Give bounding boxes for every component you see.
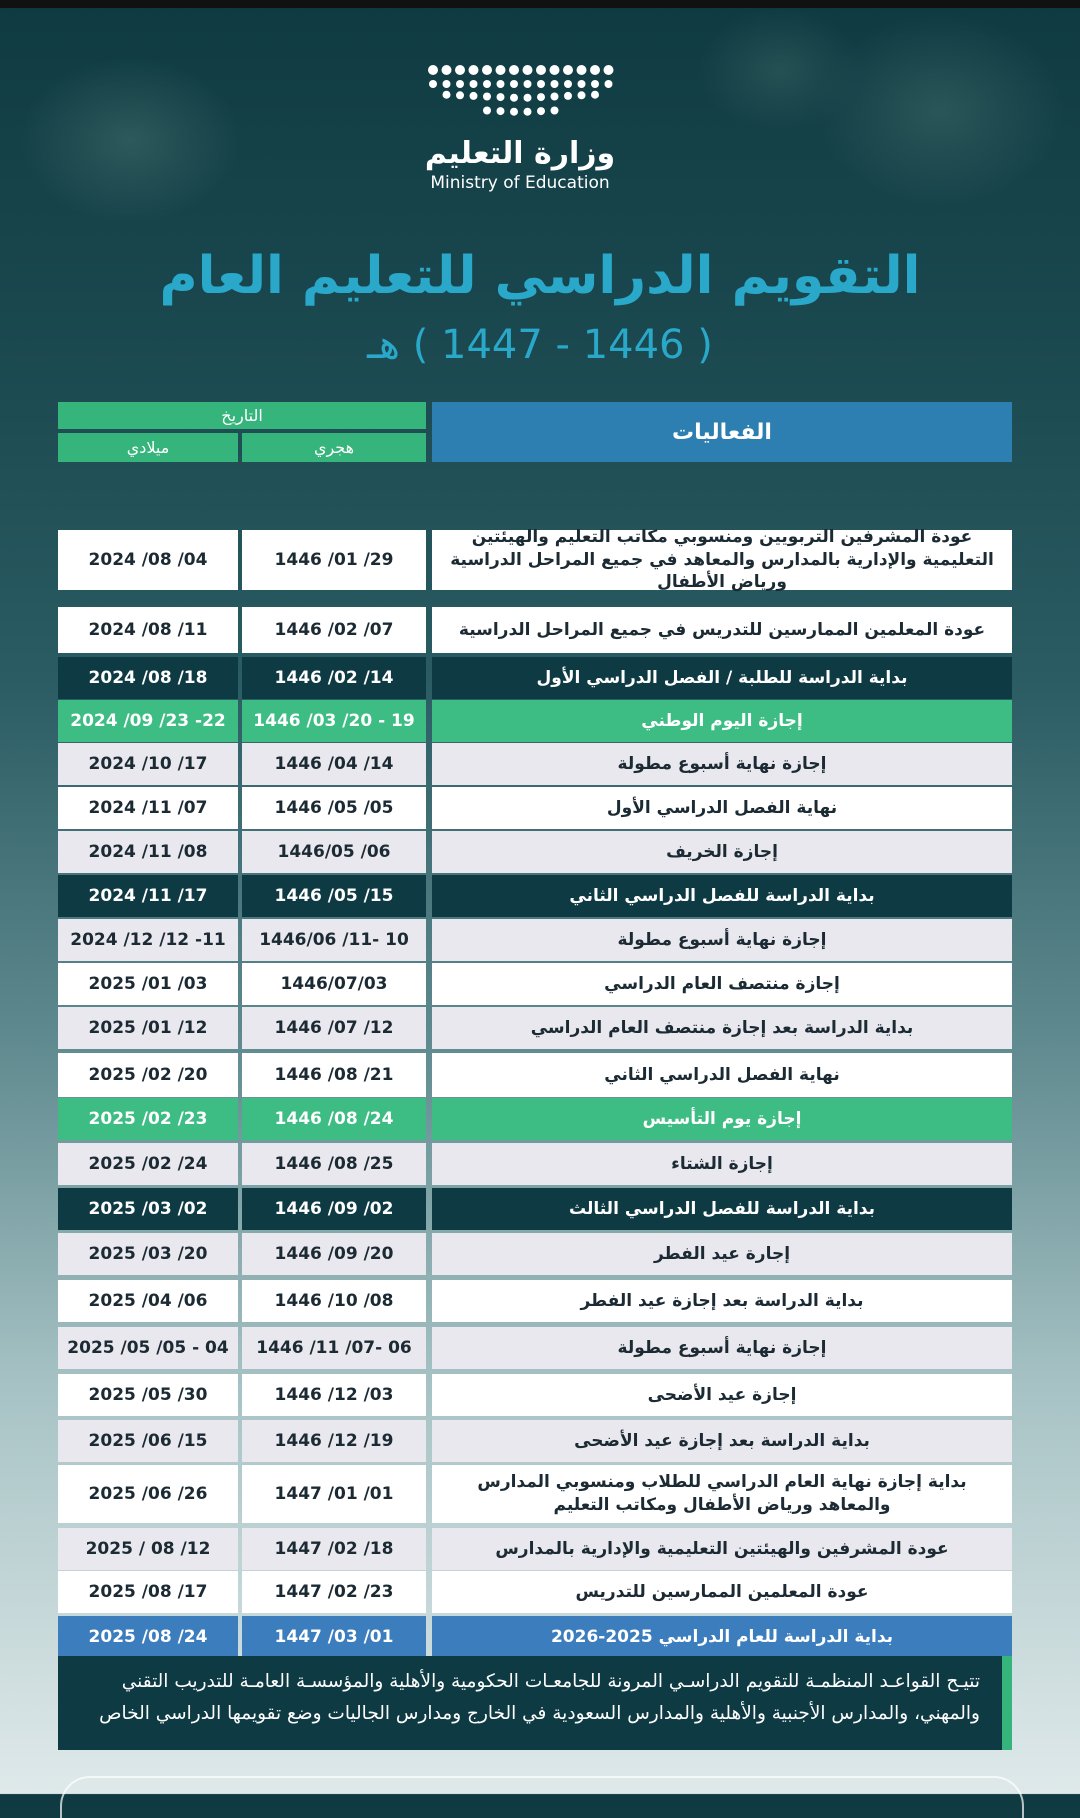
logo-dot [455, 65, 465, 75]
activity-cell: نهاية الفصل الدراسي الثاني [432, 1053, 1012, 1097]
gregorian-date-cell: 2024 /11 /08 [58, 831, 238, 873]
logo-dot [497, 80, 505, 88]
logo-dot [496, 65, 506, 75]
logo-dot [536, 65, 546, 75]
bottom-decoration [60, 1776, 1024, 1818]
activity-cell: إجارة عيد الفطر [432, 1233, 1012, 1275]
table-row [58, 1098, 1012, 1140]
logo-dot [537, 80, 545, 88]
gregorian-date-cell: 2024 /09 /23 -22 [58, 700, 238, 742]
table-row [58, 526, 1012, 593]
logo-dot [483, 80, 491, 88]
page-title: التقويم الدراسي للتعليم العام [159, 246, 921, 306]
hijri-date-cell: 1446 /10 /08 [242, 1280, 426, 1322]
gregorian-date-cell: 2024 /08 /11 [58, 607, 238, 653]
activity-cell: إجازة نهاية أسبوع مطولة [432, 1327, 1012, 1369]
table-row [58, 657, 1012, 699]
page-subtitle: ( 1446 - 1447 ) هـ [367, 322, 713, 368]
logo-dot [523, 65, 533, 75]
table-row [58, 1233, 1012, 1275]
table-row [58, 1465, 1012, 1523]
gregorian-date-cell: 2025 /08 /24 [58, 1616, 238, 1658]
gregorian-date-cell: 2025 /04 /06 [58, 1280, 238, 1322]
activity-cell: عودة المشرفين والهيئتين التعليمية والإدارية بالمدارس [432, 1528, 1012, 1570]
table-row [58, 1528, 1012, 1570]
hijri-date-cell: 1446 /03 /20 - 19 [242, 700, 426, 742]
hijri-date-cell: 1446 /01 /29 [242, 530, 426, 590]
logo-dot [537, 93, 545, 101]
logo-dot [591, 91, 599, 99]
hijri-date-cell: 1447 /02 /23 [242, 1571, 426, 1613]
activity-cell: نهاية الفصل الدراسي الأول [432, 787, 1012, 829]
gregorian-date-cell: 2025 /05 /30 [58, 1374, 238, 1416]
activity-cell: إجازة نهاية أسبوع مطولة [432, 743, 1012, 785]
activity-cell: بداية الدراسة للفصل الدراسي الثاني [432, 875, 1012, 917]
table-row [58, 831, 1012, 873]
logo-dots-icon [425, 62, 615, 124]
activity-cell: بداية الدراسة بعد إجازة منتصف العام الدراسي [432, 1007, 1012, 1049]
hijri-date-cell: 1447 /01 /01 [242, 1465, 426, 1523]
table-row [58, 700, 1012, 742]
hijri-date-cell: 1446 /04 /14 [242, 743, 426, 785]
gregorian-date-cell: 2025 /02 /24 [58, 1143, 238, 1185]
logo-dot [590, 65, 600, 75]
table-row [58, 919, 1012, 961]
logo-dot [524, 108, 532, 116]
logo-dot [497, 107, 505, 115]
table-row [58, 1374, 1012, 1416]
activity-cell: إجازة نهاية أسبوع مطولة [432, 919, 1012, 961]
logo-dot [564, 80, 572, 88]
gregorian-date-cell: 2024 /11 /17 [58, 875, 238, 917]
logo-dot [604, 65, 614, 75]
logo-dot [470, 80, 478, 88]
activity-cell: بداية الدراسة بعد إجازة عيد الأضحى [432, 1420, 1012, 1462]
logo-dot [510, 108, 518, 116]
hijri-date-cell: 1446 /08 /21 [242, 1053, 426, 1097]
logo-dot [442, 65, 452, 75]
logo-dot [563, 65, 573, 75]
hijri-date-cell: 1447 /02 /18 [242, 1528, 426, 1570]
table-row [58, 743, 1012, 785]
logo-dot [577, 65, 587, 75]
logo-dot [551, 80, 559, 88]
table-header [58, 402, 1012, 462]
gregorian-date-cell: 2025 /06 /26 [58, 1465, 238, 1523]
table-row [58, 787, 1012, 829]
gregorian-date-cell: 2024 /08 /04 [58, 530, 238, 590]
hijri-date-cell: 1446 /08 /25 [242, 1143, 426, 1185]
table-row [58, 1571, 1012, 1613]
activity-cell: إجازة الشتاء [432, 1143, 1012, 1185]
activity-cell: بداية الدراسة للفصل الدراسي الثالث [432, 1188, 1012, 1230]
table-row [58, 1420, 1012, 1462]
logo-dot [537, 107, 545, 115]
gregorian-date-cell: 2024 /11 /07 [58, 787, 238, 829]
table-row [58, 1616, 1012, 1658]
activity-cell: عودة المعلمين الممارسين للتدريس [432, 1571, 1012, 1613]
activity-cell: إجازة منتصف العام الدراسي [432, 963, 1012, 1005]
activity-cell: بداية الدراسة للعام الدراسي 2025-2026 [432, 1616, 1012, 1658]
hijri-date-cell: 1446 /02 /07 [242, 607, 426, 653]
footer-note: تتيـح القواعـد المنظمـة للتقويم الدراسـي المرونة للجامعـات الحكومية والأهلية والمؤسسـة العامـة للتدريب التقني والمهني، والمدارس الأجنبية والأهلية والمدارس السعودية في الخارج ومدارس الجاليات وضع تقويمها الدراسي الخاص [58, 1656, 1012, 1750]
logo-dot [497, 93, 505, 101]
ministry-logo [420, 62, 620, 193]
activity-cell: عودة المعلمين الممارسين للتدريس في جميع المراحل الدراسية [432, 607, 1012, 653]
hijri-date-cell: 1446 /12 /03 [242, 1374, 426, 1416]
hijri-date-cell: 1446 /08 /24 [242, 1098, 426, 1140]
gregorian-date-cell: 2025 /02 /23 [58, 1098, 238, 1140]
table-row [58, 1143, 1012, 1185]
logo-dot [470, 92, 478, 100]
logo-dot [509, 65, 519, 75]
hijri-date-cell: 1446/05 /06 [242, 831, 426, 873]
logo-dot [578, 80, 586, 88]
logo-dot [578, 91, 586, 99]
logo-dot [524, 80, 532, 88]
logo-dot [456, 80, 464, 88]
activity-cell: عودة المشرفين التربويين ومنسوبي مكاتب التعليم والهيئتين التعليمية والإدارية بالمدارس والمعاهد في جميع المراحل الدراسية ورياض الأطفال [432, 530, 1012, 590]
hijri-date-cell: 1446 /02 /14 [242, 657, 426, 699]
gregorian-date-cell: 2025 /05 /05 - 04 [58, 1327, 238, 1369]
hijri-date-cell: 1446 /05 /15 [242, 875, 426, 917]
logo-dot [591, 80, 599, 88]
activity-cell: بداية الدراسة للطلبة / الفصل الدراسي الأول [432, 657, 1012, 699]
hijri-date-cell: 1446 /09 /02 [242, 1188, 426, 1230]
table-row [58, 1053, 1012, 1097]
table-row [58, 875, 1012, 917]
logo-dot [510, 80, 518, 88]
hijri-date-cell: 1446 /07 /12 [242, 1007, 426, 1049]
gregorian-date-cell: 2025 /01 /12 [58, 1007, 238, 1049]
logo-dot [483, 93, 491, 101]
calendar-table [58, 402, 1012, 1647]
hijri-date-cell: 1446/06 /11- 10 [242, 919, 426, 961]
header-hijri: هجري [242, 433, 426, 462]
gregorian-date-cell: 2025 /06 /15 [58, 1420, 238, 1462]
activity-cell: إجازة عيد الأضحى [432, 1374, 1012, 1416]
logo-dot [428, 65, 438, 75]
activity-cell: إجازة يوم التأسيس [432, 1098, 1012, 1140]
header-date: التاريخ [58, 402, 426, 429]
gregorian-date-cell: 2025 /03 /20 [58, 1233, 238, 1275]
logo-dot [550, 65, 560, 75]
logo-arabic-text: وزارة التعليم [424, 136, 616, 171]
activity-cell: إجازة الخريف [432, 831, 1012, 873]
gregorian-date-cell: 2025 /03 /02 [58, 1188, 238, 1230]
header-activities: الفعاليات [432, 402, 1012, 462]
logo-dot [524, 94, 532, 102]
logo-dot [456, 91, 464, 99]
logo-dot [469, 65, 479, 75]
logo-dot [482, 65, 492, 75]
hijri-date-cell: 1446 /12 /19 [242, 1420, 426, 1462]
table-row [58, 1327, 1012, 1369]
logo-dot [551, 107, 559, 115]
gregorian-date-cell: 2025 / 08 /12 [58, 1528, 238, 1570]
activity-cell: بداية إجازة نهاية العام الدراسي للطلاب ومنسوبي المدارس والمعاهد ورياض الأطفال ومكاتب التعليم [432, 1465, 1012, 1523]
logo-dot [483, 107, 491, 115]
logo-dot [443, 91, 451, 99]
activity-cell: إجازة اليوم الوطني [432, 700, 1012, 742]
gregorian-date-cell: 2024 /10 /17 [58, 743, 238, 785]
logo-dot [564, 92, 572, 100]
table-row [58, 607, 1012, 653]
logo-dot [605, 80, 613, 88]
gregorian-date-cell: 2025 /02 /20 [58, 1053, 238, 1097]
hijri-date-cell: 1446 /09 /20 [242, 1233, 426, 1275]
logo-dot [443, 80, 451, 88]
header-gregorian: ميلادي [58, 433, 238, 462]
table-row [58, 1188, 1012, 1230]
logo-dot [429, 80, 437, 88]
hijri-date-cell: 1446 /11 /07- 06 [242, 1327, 426, 1369]
hijri-date-cell: 1447 /03 /01 [242, 1616, 426, 1658]
logo-dot [551, 93, 559, 101]
table-row [58, 1007, 1012, 1049]
table-row [58, 1280, 1012, 1322]
hijri-date-cell: 1446/07/03 [242, 963, 426, 1005]
gregorian-date-cell: 2025 /01 /03 [58, 963, 238, 1005]
gregorian-date-cell: 2024 /12 /12 -11 [58, 919, 238, 961]
gregorian-date-cell: 2025 /08 /17 [58, 1571, 238, 1613]
activity-cell: بداية الدراسة بعد إجازة عيد الفطر [432, 1280, 1012, 1322]
gregorian-date-cell: 2024 /08 /18 [58, 657, 238, 699]
table-row [58, 963, 1012, 1005]
hijri-date-cell: 1446 /05 /05 [242, 787, 426, 829]
logo-english-text: Ministry of Education [430, 173, 610, 193]
logo-dot [510, 94, 518, 102]
